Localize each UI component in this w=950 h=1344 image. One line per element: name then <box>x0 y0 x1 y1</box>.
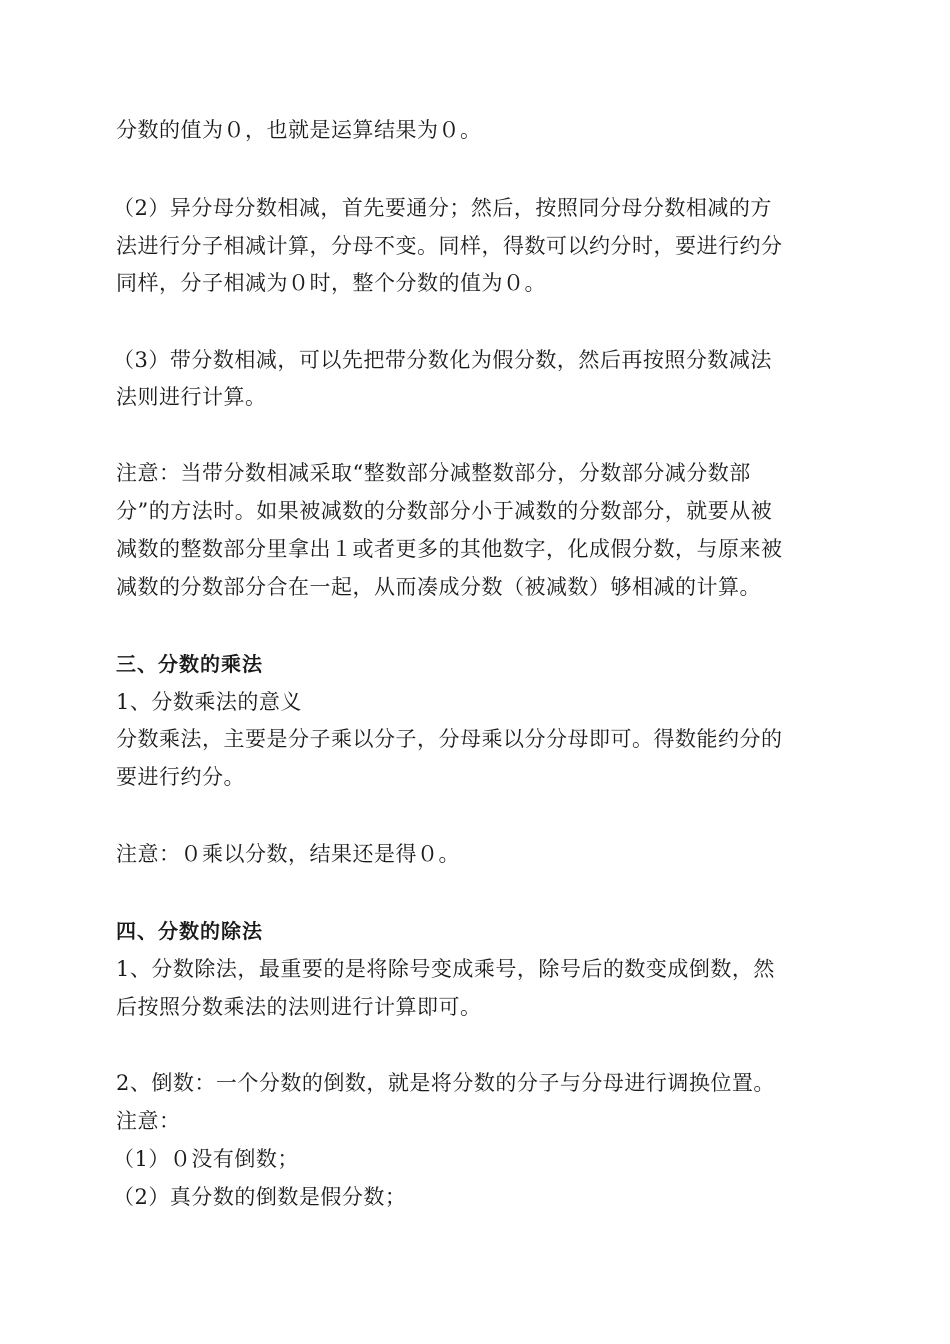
section-heading-division: 四、分数的除法 <box>116 919 263 943</box>
text-line: 1、分数乘法的意义 <box>116 690 302 714</box>
text-line: （3）带分数相减，可以先把带分数化为假分数，然后再按照分数减法 <box>113 348 772 372</box>
text-line: 减数的整数部分里拿出１或者更多的其他数字，化成假分数，与原来被 <box>116 537 783 561</box>
text-line: 分”的方法时。如果被减数的分数部分小于减数的分数部分，就要从被 <box>116 499 773 523</box>
text-line: （2）真分数的倒数是假分数； <box>113 1185 407 1209</box>
text-line: （2）异分母分数相减，首先要通分；然后，按照同分母分数相减的方 <box>113 196 772 220</box>
section-heading-multiplication: 三、分数的乘法 <box>116 652 263 676</box>
text-line: 1、分数除法，最重要的是将除号变成乘号，除号后的数变成倒数，然 <box>116 957 775 981</box>
text-line: 注意：当带分数相减采取“整数部分减整数部分，分数部分减分数部 <box>116 461 751 485</box>
text-line: 注意：０乘以分数，结果还是得０。 <box>116 842 460 866</box>
text-line: 法进行分子相减计算，分母不变。同样，得数可以约分时，要进行约分 <box>116 234 783 258</box>
text-line: （1）０没有倒数； <box>113 1147 299 1171</box>
text-line: 分数乘法，主要是分子乘以分子，分母乘以分分母即可。得数能约分的 <box>116 727 783 751</box>
text-line: 同样，分子相减为０时，整个分数的值为０。 <box>116 271 546 295</box>
text-line: 注意： <box>116 1109 181 1133</box>
text-line: 要进行约分。 <box>116 765 245 789</box>
text-line: 法则进行计算。 <box>116 385 267 409</box>
text-line: 2、倒数：一个分数的倒数，就是将分数的分子与分母进行调换位置。 <box>116 1071 775 1095</box>
text-line: 分数的值为０，也就是运算结果为０。 <box>116 118 482 142</box>
text-line: 后按照分数乘法的法则进行计算即可。 <box>116 995 482 1019</box>
text-line: 减数的分数部分合在一起，从而凑成分数（被减数）够相减的计算。 <box>116 575 761 599</box>
